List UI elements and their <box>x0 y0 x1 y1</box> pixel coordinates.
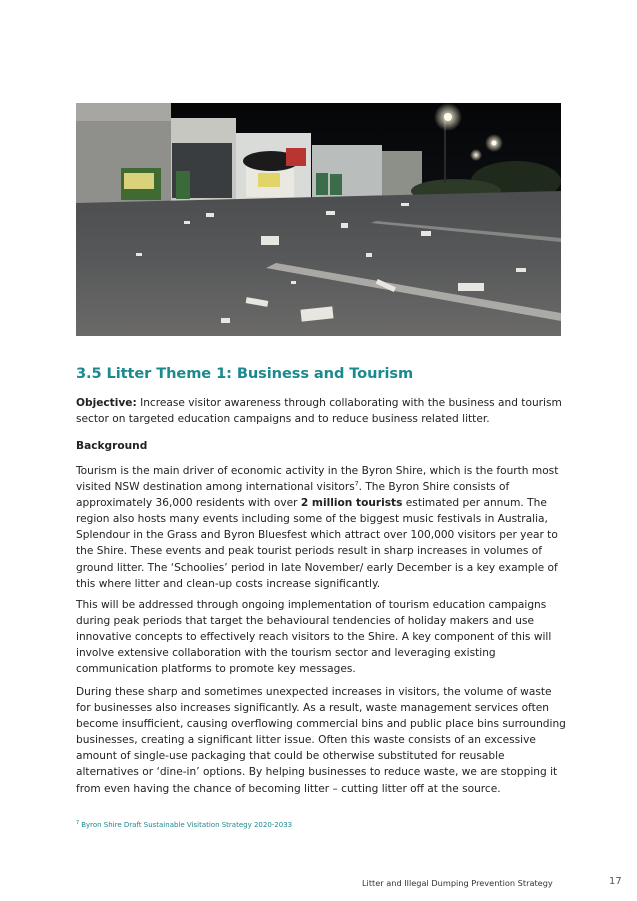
footer-document-title: Litter and Illegal Dumping Prevention Strategy <box>362 878 553 888</box>
objective-paragraph <box>76 395 566 427</box>
objective-label: Objective: <box>76 397 137 409</box>
litter-photo <box>76 103 561 336</box>
background-subheading: Background <box>76 440 148 452</box>
objective-text: Increase visitor awareness through collaborating with the business and tourism sector on targeted education campaigns and to reduce business related litter. <box>76 397 562 426</box>
para1-part-c: estimated per annum. The region also hosts many events including some of the biggest music festivals in Australia, Splendour in the Grass and Byron Bluesfest which attract over 100,000 visitors per year to the Shire. These events and peak tourist periods result in sharp increases in volumes of ground litter. The ‘Schoolies’ period in late November/ early December is a key example of this where litter and clean-up costs increase significantly. <box>76 497 558 590</box>
body-paragraph-3: During these sharp and sometimes unexpected increases in visitors, the volume of waste for businesses also increases significantly. As a result, waste management services often become insufficient, causing overflowing commercial bins and public place bins surrounding businesses, creating a significant litter issue. Often this waste consists of an excessive amount of single-use packaging that could be otherwise substituted for reusable alternatives or ‘dine-in’ options. By helping businesses to reduce waste, we are stopping it from even having the chance of becoming litter – cutting litter off at the source. <box>76 686 566 795</box>
para1-bold-tourists: 2 million tourists <box>300 497 403 510</box>
page-number: 17 <box>609 876 622 887</box>
section-heading: 3.5 Litter Theme 1: Business and Tourism <box>76 365 414 382</box>
para1-part-a: Tourism is the main driver of economic activity in the Byron Shire, which is the fourth most visited NSW destination among international visitors <box>76 465 559 494</box>
footnote-reference: 7 <box>354 480 359 488</box>
footnote-text: Byron Shire Draft Sustainable Visitation Strategy 2020-2033 <box>81 821 293 829</box>
footnote-number: 7 <box>76 819 80 826</box>
para1-part-b: . The Byron Shire consists of approximately 36,000 residents with over <box>76 481 510 510</box>
night-car-park-litter-image <box>76 103 561 336</box>
footnote <box>76 821 292 829</box>
body-paragraph-2: This will be addressed through ongoing implementation of tourism education campaigns during peak periods that target the behavioural tendencies of holiday makers and use innovative concepts to effectively reach visitors to the Shire. A key component of this will involve extensive collaboration with the tourism sector and leveraging existing communication platforms to promote key messages. <box>76 599 552 676</box>
body-paragraph-1 <box>76 463 566 592</box>
